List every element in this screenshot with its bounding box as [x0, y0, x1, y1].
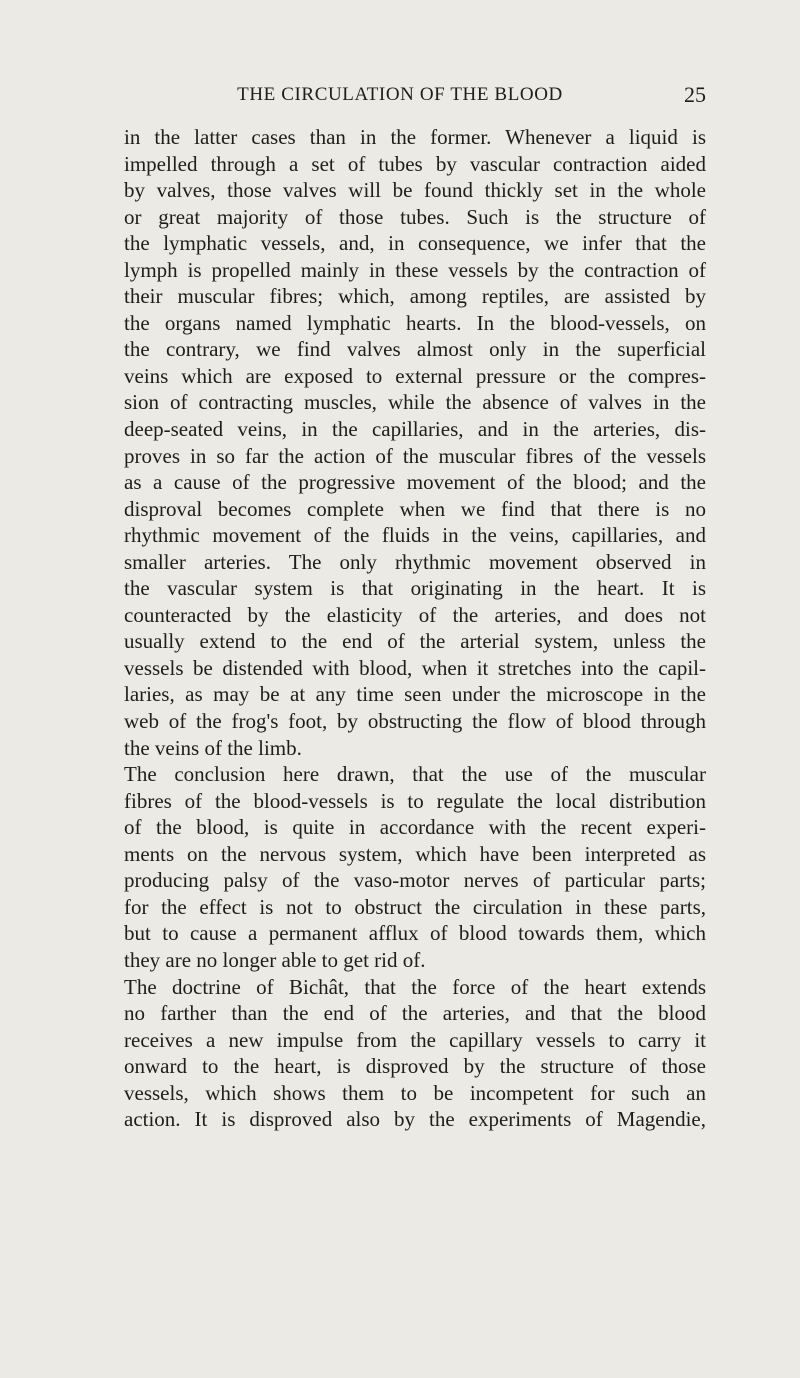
text-line: the contrary, we find valves almost only in the superficial [124, 337, 706, 362]
text-line: for the effect is not to obstruct the circulation in these parts, [124, 894, 706, 919]
text-line: or great majority of those tubes. Such is the structure of [124, 204, 706, 229]
text-line: the lymphatic vessels, and, in consequence, we infer that the [124, 231, 706, 256]
text-line: deep-seated veins, in the capillaries, and in the arteries, dis- [124, 417, 706, 442]
text-line: counteracted by the elasticity of the arteries, and does not [124, 602, 706, 627]
text-line: onward to the heart, is disproved by the structure of those [124, 1054, 706, 1079]
text-line: The conclusion here drawn, that the use of the muscular [124, 762, 706, 787]
text-line: action. It is disproved also by the experiments of Magendie, [124, 1107, 706, 1132]
page-number: 25 [684, 82, 706, 107]
text-line: smaller arteries. The only rhythmic movement observed in [124, 549, 706, 574]
text-line: the organs named lymphatic hearts. In the blood-vessels, on [124, 310, 706, 335]
text-line: they are no longer able to get rid of. [124, 947, 426, 972]
text-line: the veins of the limb. [124, 735, 302, 760]
text-line: in the latter cases than in the former. Whenever a liquid is [124, 125, 706, 149]
text-line: vessels be distended with blood, when it stretches into the capil- [124, 655, 706, 680]
body-text [124, 124, 706, 1133]
text-line: receives a new impulse from the capillary vessels to carry it [124, 1027, 706, 1052]
running-head [0, 80, 800, 110]
text-line: by valves, those valves will be found thickly set in the whole [124, 178, 706, 203]
text-line: proves in so far the action of the muscular fibres of the vessels [124, 443, 706, 468]
text-line: impelled through a set of tubes by vascular contraction aided [124, 151, 706, 176]
text-line: rhythmic movement of the fluids in the veins, capillaries, and [124, 523, 706, 548]
text-line: but to cause a permanent afflux of blood towards them, which [124, 921, 706, 946]
text-line: of the blood, is quite in accordance with the recent experi- [124, 815, 706, 840]
text-line: web of the frog's foot, by obstructing the flow of blood through [124, 709, 706, 734]
text-line: sion of contracting muscles, while the absence of valves in the [124, 390, 706, 415]
running-title: THE CIRCULATION OF THE BLOOD [237, 84, 563, 105]
text-line: disproval becomes complete when we find that there is no [124, 496, 706, 521]
text-line: vessels, which shows them to be incompetent for such an [124, 1080, 706, 1105]
text-line: as a cause of the progressive movement of the blood; and the [124, 470, 706, 495]
text-line: producing palsy of the vaso-motor nerves of particular parts; [124, 868, 706, 893]
text-line: the vascular system is that originating in the heart. It is [124, 576, 706, 601]
text-line: veins which are exposed to external pressure or the compres- [124, 363, 706, 388]
text-line: their muscular fibres; which, among reptiles, are assisted by [124, 284, 706, 309]
text-line: laries, as may be at any time seen under the microscope in the [124, 682, 706, 707]
text-line: lymph is propelled mainly in these vessels by the contraction of [124, 257, 706, 282]
text-line: ments on the nervous system, which have been interpreted as [124, 841, 706, 866]
text-line: no farther than the end of the arteries, and that the blood [124, 1001, 706, 1026]
text-line: usually extend to the end of the arterial system, unless the [124, 629, 706, 654]
text-line: The doctrine of Bichât, that the force of the heart extends [124, 974, 706, 999]
text-line: fibres of the blood-vessels is to regulate the local distribution [124, 788, 706, 813]
